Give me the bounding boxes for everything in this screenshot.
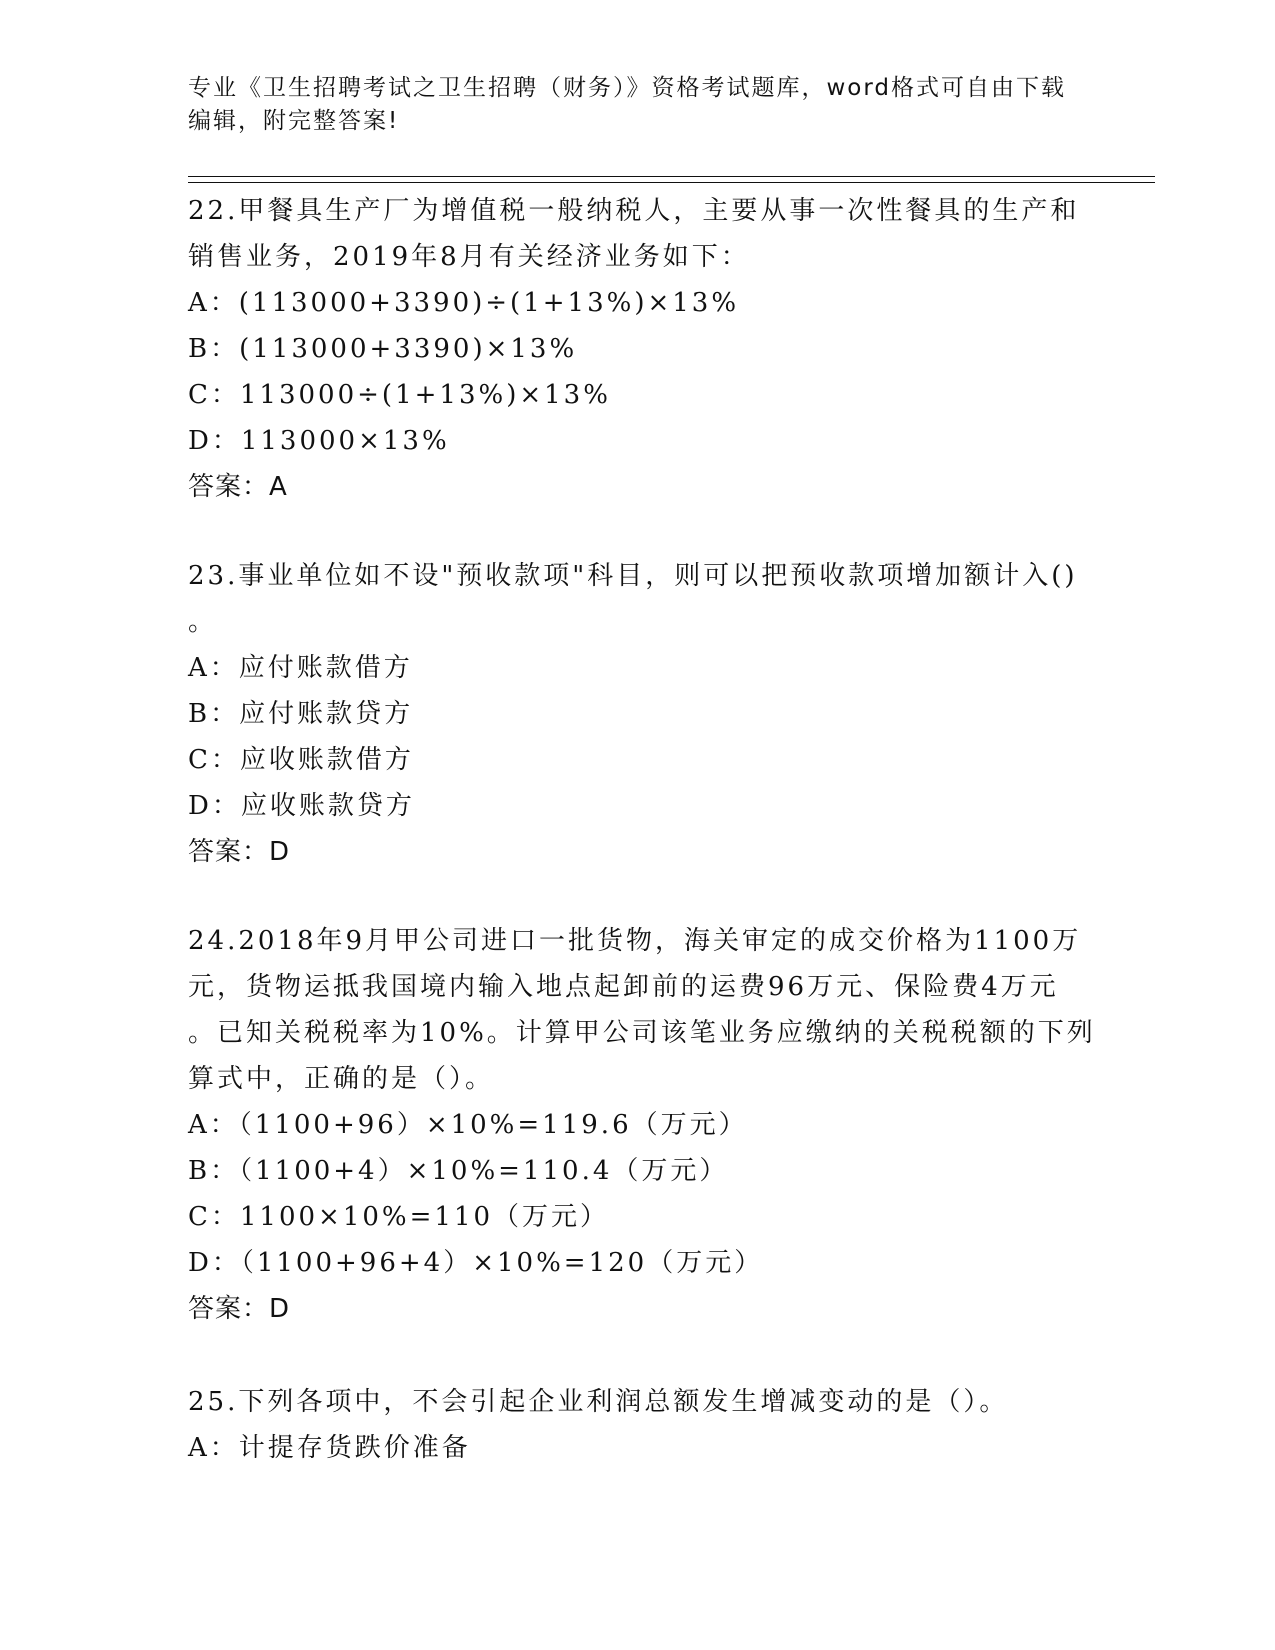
option-b: B：(113000+3390)×13% [188,334,578,364]
header-line: 编辑，附完整答案! [188,108,400,134]
question-24 [188,918,1096,1332]
answer-label: 答案：A [188,472,288,502]
header-divider-bottom [188,182,1155,183]
document-header [188,72,1068,138]
option-d: D：113000×13% [188,426,450,456]
question-stem-line: 销售业务，2019年8月有关经济业务如下： [188,242,750,272]
option-a: A：计提存货跌价准备 [188,1433,471,1463]
answer-label: 答案：D [188,837,291,867]
option-c: C：应收账款借方 [188,745,414,775]
option-c: C：113000÷(1+13%)×13% [188,380,611,410]
option-b: B：应付账款贷方 [188,699,414,729]
header-line: 专业《卫生招聘考试之卫生招聘（财务）》资格考试题库，word格式可自由下载 [188,75,1067,101]
option-d: D：应收账款贷方 [188,791,415,821]
question-stem-line: 23.事业单位如不设"预收款项"科目，则可以把预收款项增加额计入() [188,561,1078,591]
question-stem-line: 。已知关税税率为10%。计算甲公司该笔业务应缴纳的关税税额的下列 [188,1018,1096,1048]
option-a: A：应付账款借方 [188,653,413,683]
option-a: A：(113000+3390)÷(1+13%)×13% [188,288,740,318]
header-divider-top [188,176,1155,177]
question-stem-line: 25.下列各项中，不会引起企业利润总额发生增减变动的是（）。 [188,1387,1009,1417]
option-a: A：（1100+96）×10%=119.6（万元） [188,1110,748,1140]
option-c: C：1100×10%=110（万元） [188,1202,610,1232]
question-stem-line: 算式中，正确的是（）。 [188,1064,495,1094]
question-stem-line: 元，货物运抵我国境内输入地点起卸前的运费96万元、保险费4万元 [188,972,1059,1002]
question-stem-line: 22.甲餐具生产厂为增值税一般纳税人，主要从事一次性餐具的生产和 [188,196,1080,226]
question-stem-line: 。 [188,607,218,637]
question-25 [188,1379,1088,1471]
question-23 [188,553,1088,875]
answer-label: 答案：D [188,1294,291,1324]
question-stem-line: 24.2018年9月甲公司进口一批货物，海关审定的成交价格为1100万 [188,926,1082,956]
option-b: B：（1100+4）×10%=110.4（万元） [188,1156,729,1186]
option-d: D：（1100+96+4）×10%=120（万元） [188,1248,764,1278]
question-22 [188,188,1088,510]
